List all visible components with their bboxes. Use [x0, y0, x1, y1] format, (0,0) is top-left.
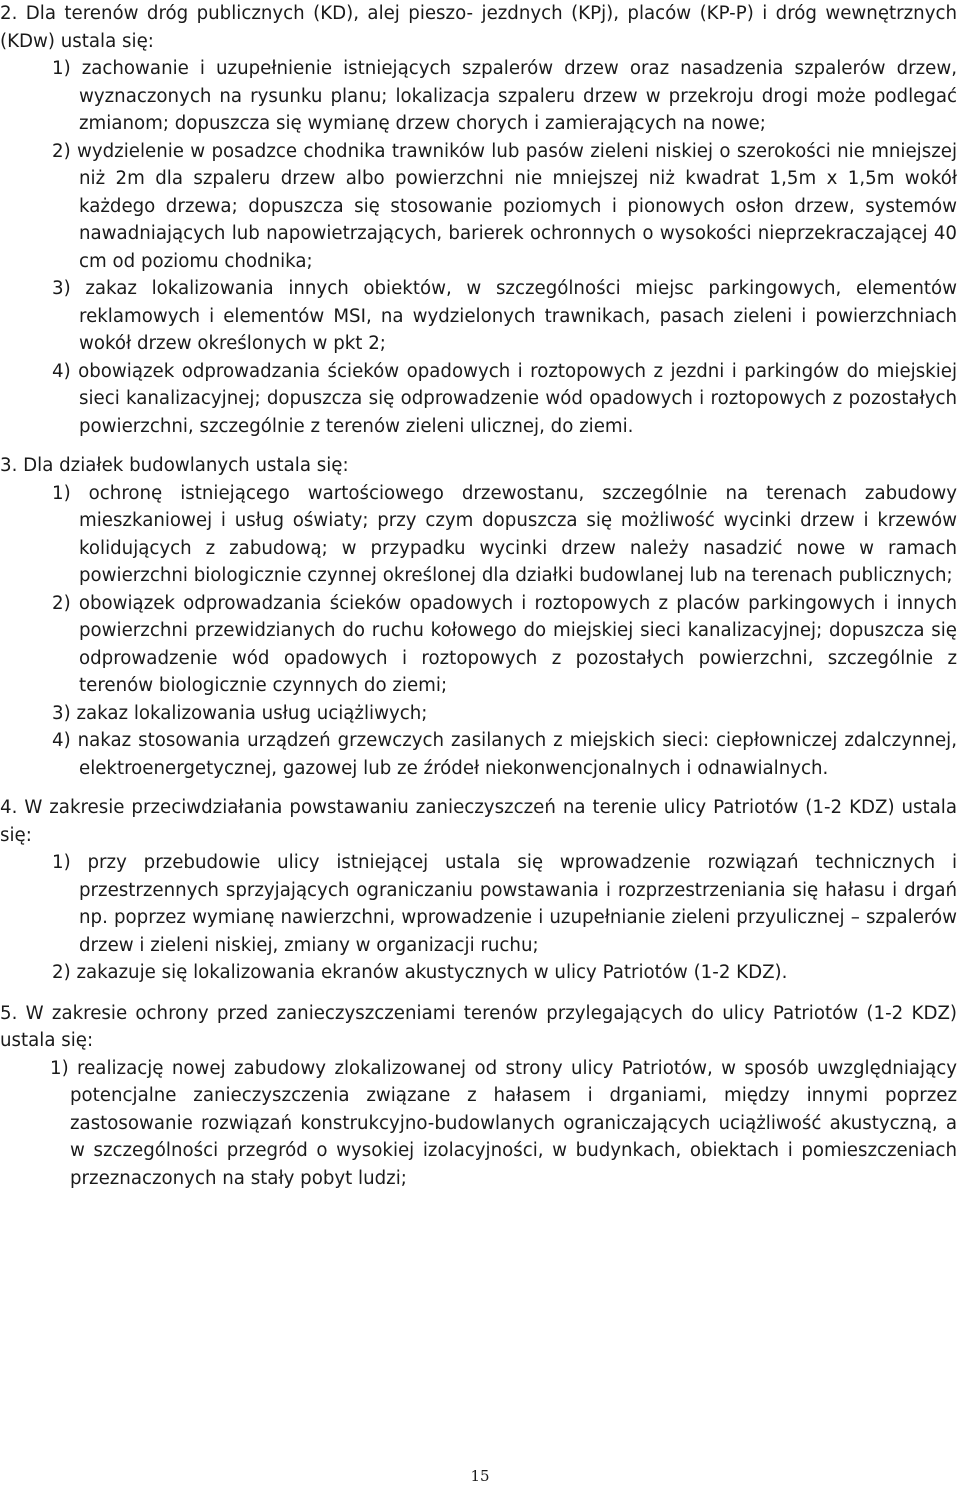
list-item: 4) obowiązek odprowadzania ścieków opadowych i roztopowych z jezdni i parkingów do miejskiej sieci kanalizacyjnej; dopuszcza się odprowadzenie wód opadowych i roztopowych z pozostałych powierzchni, szczególnie z terenów zieleni ulicznej, do ziemi.: [52, 360, 957, 437]
section-spacer: [0, 440, 957, 452]
list-item: 2) obowiązek odprowadzania ścieków opadowych i roztopowych z placów parkingowych i innych powierzchni przewidzianych do ruchu kołowego do miejskiej sieci kanalizacyjnej; dopuszcza się odprowadzenie wód opadowych i roztopowych z pozostałych powierzchni, szczególnie z terenów biologicznie czynnych do ziemi;: [52, 592, 957, 696]
list-item: 3) zakaz lokalizowania usług uciążliwych;: [52, 702, 428, 724]
list-item: 1) zachowanie i uzupełnienie istniejących szpalerów drzew oraz nasadzenia szpalerów drzew, wyznaczonych na rysunku planu; lokalizacja szpaleru drzew w przekroju drogi może podlegać zmianom; dopuszcza się wymianę drzew chorych i zamierających na nowe;: [52, 58, 957, 134]
section-4: [0, 794, 957, 987]
section-heading: 4. W zakresie przeciwdziałania powstawaniu zanieczyszczeń na terenie ulicy Patriotów (1-2 KDZ) ustala się:: [0, 797, 957, 846]
section-2: [0, 0, 957, 440]
section-spacer: [0, 782, 957, 794]
list-item: 1) ochronę istniejącego wartościowego drzewostanu, szczególnie na terenach zabudowy mieszkaniowej i usług oświaty; przy czym dopuszcza się możliwość wycinki drzew i krzewów kolidujących z zabudową; w przypadku wycinki drzew należy nasadzić nowe w ramach powierzchni biologicznie czynnej określonej dla działki budowlanej lub na terenach publicznych;: [52, 482, 957, 586]
list-item: 2) wydzielenie w posadzce chodnika trawników lub pasów zieleni niskiej o szerokości nie mniejszej niż 2m dla szpaleru drzew albo powierzchni nie mniejszej niż kwadrat 1,5m x 1,5m wokół każdego drzewa; dopuszcza się stosowanie poziomych i pionowych osłon drzew, systemów nawadniających lub napowietrzających, barierek ochronnych o wysokości nieprzekraczającej 40 cm od poziomu chodnika;: [52, 140, 957, 272]
section-heading: 2. Dla terenów dróg publicznych (KD), alej pieszo- jezdnych (KPj), placów (KP-P) i dróg wewnętrznych (KDw) ustala się:: [0, 3, 957, 52]
list-item: 2) zakazuje się lokalizowania ekranów akustycznych w ulicy Patriotów (1-2 KDZ).: [52, 962, 788, 983]
section-heading: 5. W zakresie ochrony przed zanieczyszczeniami terenów przylegających do ulicy Patriotów (1-2 KDZ) ustala się:: [0, 1002, 957, 1051]
list-item: 3) zakaz lokalizowania innych obiektów, w szczególności miejsc parkingowych, elementów reklamowych i elementów MSI, na wydzielonych trawnikach, pasach zieleni i powierzchniach wokół drzew określonych w pkt 2;: [52, 278, 957, 354]
page-number: 15: [470, 1467, 490, 1485]
section-heading: 3. Dla działek budowlanych ustala się:: [0, 455, 349, 476]
list-item: 4) nakaz stosowania urządzeń grzewczych zasilanych z miejskich sieci: ciepłowniczej zdalczynnej, elektroenergetycznej, gazowej lub ze źródeł niekonwencjonalnych i odnawialnych.: [52, 730, 957, 779]
section-3: [0, 452, 957, 782]
list-item: 1) przy przebudowie ulicy istniejącej ustala się wprowadzenie rozwiązań technicznych i przestrzennych sprzyjających ograniczaniu powstawania i rozprzestrzeniania się hałasu i drgań np. poprzez wymianę nawierzchni, wprowadzenie i uzupełnianie zieleni przyulicznej – szpalerów drzew i zieleni niskiej, zmiany w organizacji ruchu;: [52, 852, 957, 956]
list-item: 1) realizację nowej zabudowy zlokalizowanej od strony ulicy Patriotów, w sposób uwzględniający potencjalne zanieczyszczenia związane z hałasem i drganiami, między innymi poprzez zastosowanie rozwiązań konstrukcyjno-budowlanych ograniczających uciążliwość akustyczną, a w szczególności przegród o wysokiej izolacyjności, w budynkach, obiektach i pomieszczeniach przeznaczonych na stały pobyt ludzi;: [50, 1057, 957, 1189]
section-5: [0, 1000, 957, 1193]
section-spacer: [0, 987, 957, 1000]
